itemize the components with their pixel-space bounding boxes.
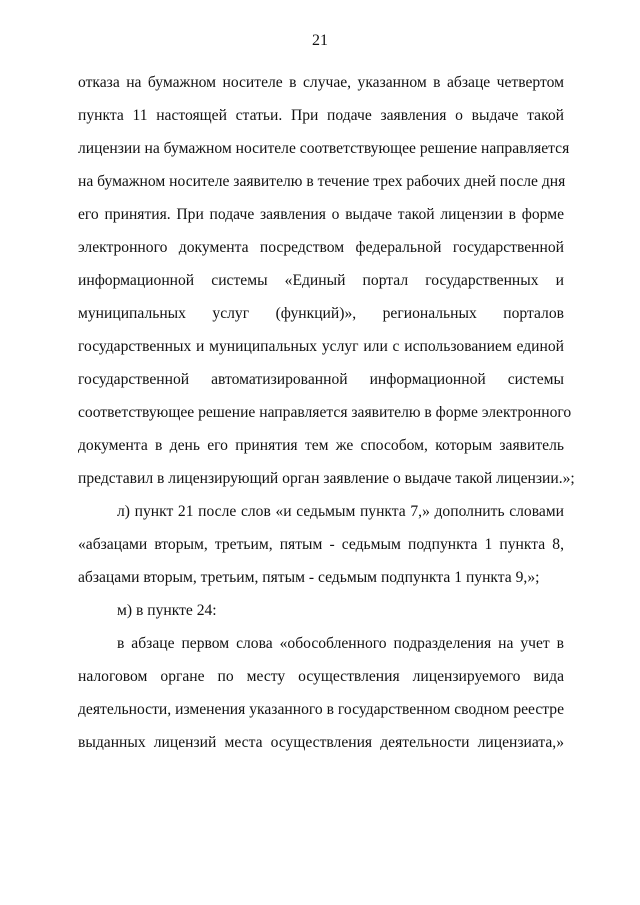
text-line: «абзацами вторым, третьим, пятым - седьмым подпункта 1 пункта 8,: [78, 536, 564, 553]
text-line: представил в лицензирующий орган заявление о выдаче такой лицензии.»;: [78, 470, 575, 487]
text-line: документа в день его принятия тем же способом, которым заявитель: [78, 437, 564, 454]
text-line: м) в пункте 24:: [117, 602, 217, 619]
text-line: государственной автоматизированной информационной системы: [78, 371, 564, 388]
text-line: налоговом органе по месту осуществления лицензируемого вида: [78, 668, 564, 685]
text-line: отказа на бумажном носителе в случае, указанном в абзаце четвертом: [78, 74, 564, 91]
text-line: деятельности, изменения указанного в государственном сводном реестре: [78, 701, 564, 718]
text-line: пункта 11 настоящей статьи. При подаче заявления о выдаче такой: [78, 107, 564, 124]
text-line: соответствующее решение направляется заявителю в форме электронного: [78, 404, 572, 421]
text-line: на бумажном носителе заявителю в течение трех рабочих дней после дня: [78, 173, 566, 190]
text-line: его принятия. При подаче заявления о выдаче такой лицензии в форме: [78, 206, 564, 223]
text-line: в абзаце первом слова «обособленного подразделения на учет в: [117, 635, 564, 652]
text-line: лицензии на бумажном носителе соответствующее решение направляется: [78, 140, 570, 157]
text-line: электронного документа посредством федеральной государственной: [78, 239, 564, 256]
text-line: выданных лицензий места осуществления деятельности лицензиата,»: [78, 734, 564, 751]
page-number: 21: [312, 32, 328, 49]
text-line: информационной системы «Единый портал государственных и: [78, 272, 564, 289]
text-line: абзацами вторым, третьим, пятым - седьмым подпункта 1 пункта 9,»;: [78, 569, 540, 586]
text-line: государственных и муниципальных услуг или с использованием единой: [78, 338, 564, 355]
text-line: л) пункт 21 после слов «и седьмым пункта 7,» дополнить словами: [117, 503, 564, 520]
text-line: муниципальных услуг (функций)», региональных порталов: [78, 305, 564, 322]
